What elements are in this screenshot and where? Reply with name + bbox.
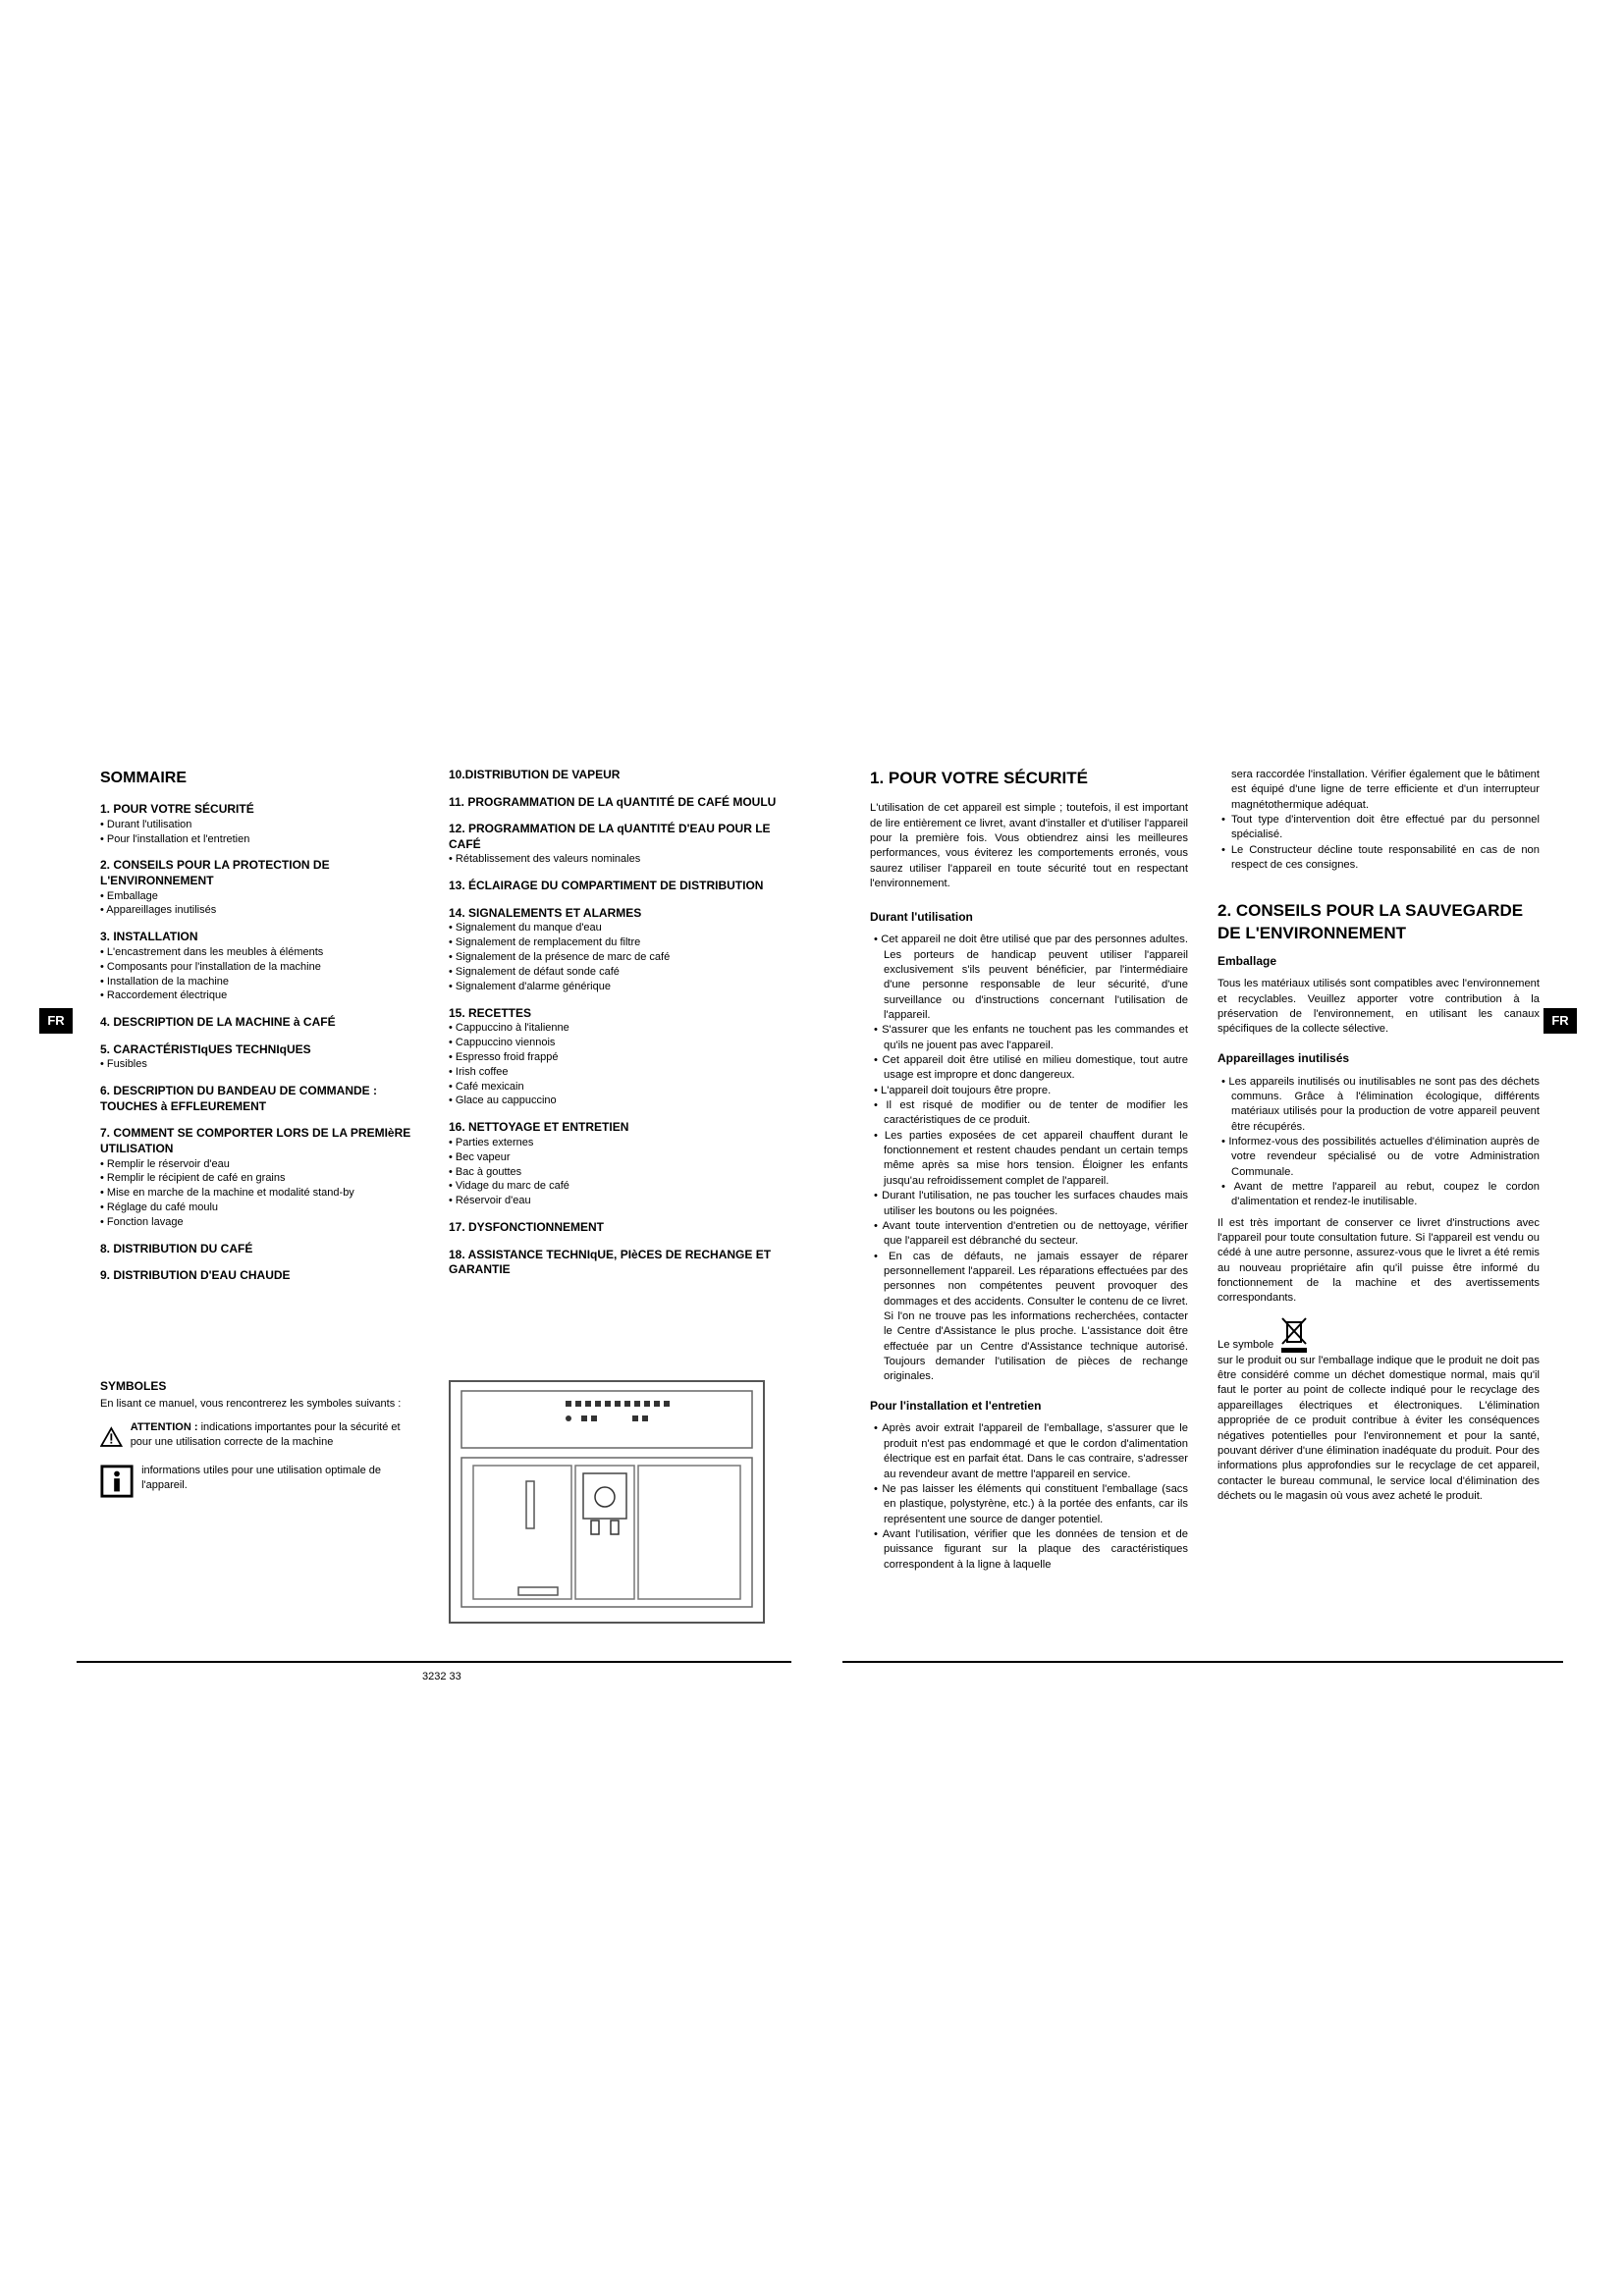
bullet-item: • Tout type d'intervention doit être effectué par du personnel spécialisé.	[1221, 814, 1540, 841]
toc-sub-item: • Signalement de remplacement du filtre	[449, 936, 641, 949]
toc-sub-item: • Signalement de la présence de marc de café	[449, 951, 671, 964]
info-symbol-row	[100, 1464, 414, 1499]
emballage-title: Emballage	[1218, 953, 1277, 968]
toc-sub-item: • Glace au cappuccino	[449, 1095, 557, 1107]
toc-sub-item: • Vidage du marc de café	[449, 1180, 569, 1193]
symbols-title: SYMBOLES	[100, 1379, 167, 1393]
toc-sub-item: • Composants pour l'installation de la machine	[100, 960, 321, 973]
toc-sub-item: • Cappuccino à l'italienne	[449, 1022, 569, 1035]
toc-sub-item: • Bac à gouttes	[449, 1165, 522, 1178]
attention-label: ATTENTION :	[130, 1421, 198, 1434]
conserver-text: Il est très important de conserver ce livret d'instructions avec l'appareil pour toute consultation future. Si l'appareil est vendu ou cédé à une autre personne, assurez-vous que le livret a été remis au nouveau propriétaire afin qu'il puisse être informé du fonctionnement de la machine et des avertissements correspondants.	[1218, 1216, 1540, 1305]
toc-sub-item: • Cappuccino viennois	[449, 1037, 556, 1049]
attention-symbol-row	[100, 1420, 414, 1454]
appareillages-list	[1218, 1075, 1540, 1210]
toc-sub-item: • Appareillages inutilisés	[100, 904, 217, 917]
bullet-item: • Avant toute intervention d'entretien ou de nettoyage, vérifier que l'appareil est débranché du secteur.	[874, 1219, 1188, 1248]
bullet-item: • Durant l'utilisation, ne pas toucher les surfaces chaudes mais utiliser les boutons ou les poignées.	[874, 1190, 1188, 1217]
toc-entry-title: 12. PROGRAMMATION DE LA qUANTITÉ D'EAU POUR LE CAFÉ	[449, 822, 771, 851]
toc-sub-item: • Remplir le réservoir d'eau	[100, 1157, 230, 1170]
symbols-block	[100, 1379, 414, 1499]
coffee-machine-illustration	[448, 1379, 766, 1625]
toc-sub-item: • Signalement d'alarme générique	[449, 980, 611, 992]
toc-sub-item: • Rétablissement des valeurs nominales	[449, 853, 641, 866]
info-icon	[100, 1464, 134, 1499]
section1-column	[870, 768, 1188, 1573]
toc-entry-title: 13. ÉCLAIRAGE DU COMPARTIMENT DE DISTRIBUTION	[449, 879, 764, 893]
attention-description: indications importantes pour la sécurité et pour une utilisation correcte de la machine	[130, 1421, 401, 1449]
language-tab-right: FR	[1543, 1008, 1577, 1034]
bullet-item: • Ne pas laisser les éléments qui constituent l'emballage (sacs en plastique, polystyrène, etc.) à la portée des enfants, car ils représentent une source de danger potentiel.	[874, 1482, 1188, 1525]
bullet-item: • Cet appareil ne doit être utilisé que par des personnes adultes. Les porteurs de handicap peuvent utiliser l'appareil exclusivement s'ils peuvent bénéficier, par l'intermédiaire d'une personne responsable de leur sécurité, d'une surveillance ou d'instructions concernant l'utilisation de l'appareil.	[874, 934, 1188, 1022]
bullet-item: • Informez-vous des possibilités actuelles d'élimination auprès de votre revendeur spécialisé ou de votre Administration Communale.	[1221, 1136, 1540, 1178]
toc-sub-item: • Fusibles	[100, 1058, 147, 1071]
durant-title: Durant l'utilisation	[870, 909, 973, 924]
toc-sub-item: • Raccordement électrique	[100, 989, 228, 1002]
bullet-item: • L'appareil doit toujours être propre.	[874, 1084, 1052, 1096]
symbole-text: sur le produit ou sur l'emballage indique que le produit ne doit pas être considéré comme un déchet domestique normal, mais qu'il faut le porter au point de collecte indiqué pour le recyclage des appareillages électriques et électroniques. L'élimination appropriée de ce produit contribue à éviter les conséquences négatives potentielles pour l'environnement et pour la santé, pouvant dériver d'une élimination inadéquate du produit. Pour des informations plus approfondies sur le recyclage de cet appareil, contacter le bureau communal, le service local d'élimination des déchets ou le magasin où vous avez acheté le produit.	[1218, 1354, 1540, 1502]
toc-entry-title: 2. CONSEILS POUR LA PROTECTION DE L'ENVIRONNEMENT	[100, 858, 330, 887]
install-list	[870, 1421, 1188, 1572]
toc-sub-item: • Durant l'utilisation	[100, 818, 192, 830]
right-page-rule	[842, 1661, 1563, 1663]
toc-entry-title: 6. DESCRIPTION DU BANDEAU DE COMMANDE : TOUCHES à EFFLEUREMENT	[100, 1084, 378, 1113]
toc-entry-title: 14. SIGNALEMENTS ET ALARMES	[449, 905, 642, 920]
toc-entry-title: 10.DISTRIBUTION DE VAPEUR	[449, 768, 621, 781]
toc-sub-item: • Remplir le récipient de café en grains	[100, 1172, 286, 1185]
toc-entry-title: 15. RECETTES	[449, 1005, 532, 1020]
section2-title: 2. CONSEILS POUR LA SAUVEGARDE DE L'ENVIRONNEMENT	[1218, 901, 1524, 942]
toc-sub-item: • Irish coffee	[449, 1065, 509, 1078]
page-number: 3232 33	[422, 1671, 461, 1682]
appareillages-title: Appareillages inutilisés	[1218, 1050, 1350, 1065]
bullet-item: • S'assurer que les enfants ne touchent pas les commandes et qu'ils ne jouent pas avec l'appareil.	[874, 1024, 1188, 1051]
info-text: informations utiles pour une utilisation optimale de l'appareil.	[141, 1465, 382, 1492]
toc-sub-item: • Mise en marche de la machine et modalité stand-by	[100, 1187, 354, 1200]
bullet-item: • Il est risqué de modifier ou de tenter de modifier les caractéristiques de ce produit.	[874, 1099, 1188, 1127]
bullet-item: • Après avoir extrait l'appareil de l'emballage, s'assurer que le produit n'est pas endommagé et que le cordon d'alimentation électrique est en parfait état. Dans le cas contraire, s'adresser au revendeur avant de mettre l'appareil en service.	[874, 1422, 1188, 1480]
toc-sub-item: • Signalement de défaut sonde café	[449, 965, 620, 978]
section1-intro: L'utilisation de cet appareil est simple ; toutefois, il est important de lire entièrement ce livret, avant d'installer et d'utiliser l'appareil pour la première fois. Vous obtiendrez ainsi les meilleures performances, vous éviterez les comportements erronés, vous saurez utiliser l'appareil en toute sécurité tout en respectant l'environnement.	[870, 802, 1188, 890]
symbols-intro: En lisant ce manuel, vous rencontrerez les symboles suivants :	[100, 1397, 402, 1410]
toc-sub-item: • Signalement du manque d'eau	[449, 922, 602, 934]
right-bullets	[1218, 813, 1540, 873]
toc-entry-title: 9. DISTRIBUTION D'EAU CHAUDE	[100, 1268, 291, 1283]
toc-sub-item: • Parties externes	[449, 1136, 534, 1148]
toc-entry-title: 7. COMMENT SE COMPORTER LORS DE LA PREMIèRE UTILISATION	[100, 1126, 411, 1156]
install-continuation: sera raccordée l'installation. Vérifier également que le bâtiment est équipé d'une ligne de terre efficiente et d'un interrupteur magnétothermique adéquat.	[1231, 769, 1540, 811]
bullet-item: • En cas de défauts, ne jamais essayer de réparer personnellement l'appareil. Les réparations effectuées par des personnes non compétentes peuvent provoquer des dommages et des accidents. Consulter le contenu de ce livret. Si l'on ne trouve pas les informations recherchées, contacter le Centre d'Assistance le plus proche. L'assistance doit être effectuée par un Centre d'Assistance technique autorisé. Toujours demander l'utilisation de pièces de rechange originales.	[874, 1250, 1188, 1383]
weee-row	[1218, 1316, 1540, 1354]
bullet-item: • Avant de mettre l'appareil au rebut, coupez le cordon d'alimentation et rendez-le inutilisable.	[1221, 1181, 1540, 1208]
toc-entry-title: 8. DISTRIBUTION DU CAFÉ	[100, 1241, 253, 1255]
bullet-item: • Les parties exposées de cet appareil chauffent durant le fonctionnement et restent chaudes pendant un certain temps même après sa mise hors tension. Éloigner les enfants jusqu'au refroidissement complet de l'appareil.	[874, 1129, 1188, 1187]
toc-sub-item: • Espresso froid frappé	[449, 1050, 559, 1063]
toc-entry-title: 3. INSTALLATION	[100, 930, 198, 944]
durant-list	[870, 933, 1188, 1384]
toc-sub-item: • Café mexicain	[449, 1080, 524, 1093]
toc-entry-title: 4. DESCRIPTION DE LA MACHINE à CAFÉ	[100, 1015, 336, 1030]
section1-title: 1. POUR VOTRE SÉCURITÉ	[870, 769, 1088, 787]
toc-left-column	[100, 768, 414, 1284]
right-column	[1218, 768, 1540, 1504]
attention-text	[131, 1420, 414, 1450]
toc-sub-item: • Bec vapeur	[449, 1150, 511, 1163]
bullet-item: • Avant l'utilisation, vérifier que les données de tension et de puissance figurant sur la plaque des caractéristiques correspondent à la ligne à laquelle	[874, 1527, 1188, 1571]
toc-sub-item: • Fonction lavage	[100, 1216, 184, 1229]
toc-sub-item: • Emballage	[100, 889, 158, 902]
toc-entry-title: 5. CARACTÉRISTIqUES TECHNIqUES	[100, 1041, 311, 1056]
crossed-bin-icon	[1279, 1316, 1309, 1354]
toc-entry-title: 1. POUR VOTRE SÉCURITÉ	[100, 802, 254, 817]
toc-left-list	[100, 802, 414, 1284]
toc-sub-item: • Installation de la machine	[100, 975, 230, 988]
install-title: Pour l'installation et l'entretien	[870, 1398, 1042, 1413]
warning-triangle-icon	[100, 1420, 123, 1454]
symbole-pre: Le symbole	[1218, 1339, 1274, 1352]
emballage-text: Tous les matériaux utilisés sont compatibles avec l'environnement et recyclables. Veuillez apporter votre contribution à la préservation de l'environnement, en utilisant les canaux spécifiques de la collecte sélective.	[1218, 978, 1540, 1036]
toc-sub-item: • Réglage du café moulu	[100, 1201, 219, 1214]
left-page-rule	[77, 1661, 791, 1663]
toc-sub-item: • Pour l'installation et l'entretien	[100, 832, 250, 845]
toc-sub-item: • Réservoir d'eau	[449, 1195, 531, 1207]
toc-right-list	[449, 768, 783, 1278]
toc-sub-item: • L'encastrement dans les meubles à éléments	[100, 945, 324, 958]
toc-entry-title: 11. PROGRAMMATION DE LA qUANTITÉ DE CAFÉ MOULU	[449, 794, 777, 809]
toc-right-column	[449, 768, 783, 1278]
toc-title: SOMMAIRE	[100, 770, 187, 786]
toc-entry-title: 17. DYSFONCTIONNEMENT	[449, 1220, 605, 1235]
language-tab-left: FR	[39, 1008, 73, 1034]
bullet-item: • Les appareils inutilisés ou inutilisables ne sont pas des déchets communs. Grâce à l'élimination écologique, différents matériaux utilisés pour la production de votre appareil peuvent être récupérés.	[1221, 1075, 1540, 1133]
toc-entry-title: 16. NETTOYAGE ET ENTRETIEN	[449, 1120, 629, 1135]
toc-entry-title: 18. ASSISTANCE TECHNIqUE, PIèCES DE RECHANGE ET GARANTIE	[449, 1247, 772, 1277]
bullet-item: • Cet appareil doit être utilisé en milieu domestique, tout autre usage est impropre et donc dangereux.	[874, 1054, 1188, 1082]
bullet-item: • Le Constructeur décline toute responsabilité en cas de non respect de ces consignes.	[1221, 843, 1540, 872]
